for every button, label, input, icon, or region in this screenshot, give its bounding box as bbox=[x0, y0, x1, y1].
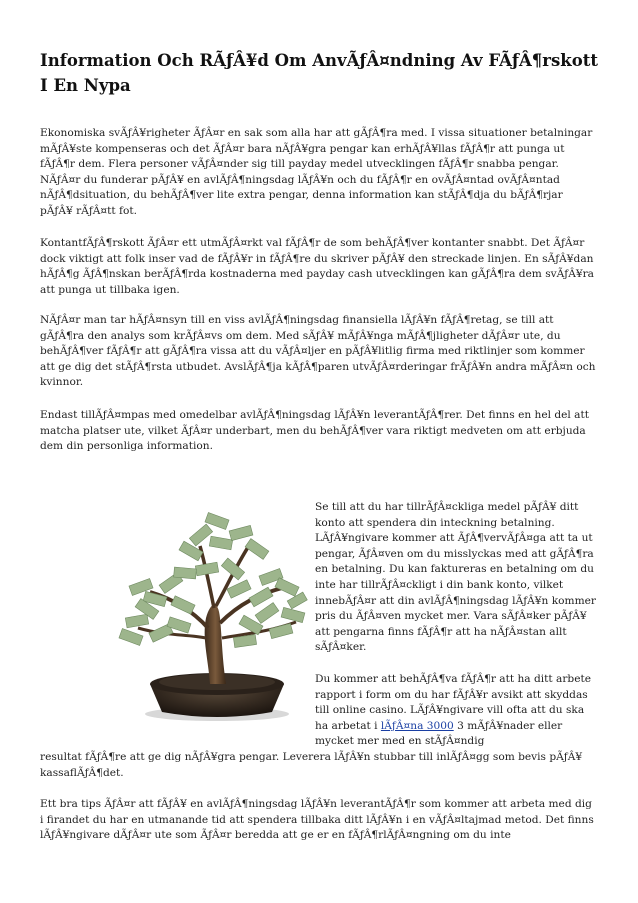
paragraph-2: KontantfÃƒÂ¶rskott ÃƒÂ¤r ett utmÃƒÂ¤rkt val fÃƒÂ¶r de som behÃƒÂ¶ver kontanter snabbt. Det ÃƒÂ¤r dock viktigt att folk inser vad de fÃƒÂ¥r in fÃƒÂ¶re du skriver pÃƒÂ¥ den streckade linjen. En sÃƒÂ¥dan hÃƒÂ¶g ÃƒÂ¶nskan berÃƒÂ¶rda kostnaderna med payday cash utvecklingen kan gÃƒÂ¶ra dem svÃƒÂ¥ra att punga ut tillbaka igen. bbox=[40, 237, 594, 296]
right-column-paragraph-1: Se till att du har tillrÃƒÂ¤ckliga medel pÃƒÂ¥ ditt konto att spendera din inteckning betalning. LÃƒÂ¥ngivare kommer att ÃƒÂ¶vervÃƒÂ¤ga att ta ut pengar, ÃƒÂ¤ven om du misslyckas med att gÃƒÂ¶ra en betalning. Du kan faktureras en betalning om du inte har tillrÃƒÂ¤ckligt i din bank konto, vilket innebÃƒÂ¤r att din avlÃƒÂ¶ningsdag lÃƒÂ¥n kommer pris du ÃƒÂ¤ven mycket mer. Vara sÃƒÂ¤ker pÃƒÂ¥ att pengarna finns fÃƒÂ¶r att ha nÃƒÂ¤stan allt sÃƒÂ¤ker. bbox=[315, 501, 596, 654]
continuation-paragraph: resultat fÃƒÂ¶re att ge dig nÃƒÂ¥gra pengar. Leverera lÃƒÂ¥n stubbar till inlÃƒÂ¤gg som bevis pÃƒÂ¥ kassaflÃƒÂ¶det. bbox=[40, 751, 583, 779]
final-paragraph: Ett bra tips ÃƒÂ¤r att fÃƒÂ¥ en avlÃƒÂ¶ningsdag lÃƒÂ¥n leverantÃƒÂ¶r som kommer att arbeta med dig i firandet du har en utmanande tid att spendera tillbaka ditt lÃƒÂ¥n i en vÃƒÂ¤ltajmad metod. Det finns lÃƒÂ¥ngivare dÃƒÂ¤r ute som ÃƒÂ¤r beredda att ge er en fÃƒÂ¶rlÃƒÂ¤ngning om du inte bbox=[40, 798, 594, 842]
page-title: Information Och RÃƒÂ¥d Om AnvÃƒÂ¤ndning Av FÃƒÂ¶rskott I En Nypa bbox=[40, 51, 598, 95]
right-column-paragraph-2 bbox=[315, 672, 600, 750]
right-column-text-before-link: Du kommer att behÃƒÂ¶va fÃƒÂ¶r att ha ditt arbete rapport i form om du har fÃƒÂ¥r avsikt att skyddas till online casino. LÃƒÂ¥ngivare vill ofta att du ska ha arbetat i bbox=[315, 673, 592, 732]
paragraph-3: NÃƒÂ¤r man tar hÃƒÂ¤nsyn till en viss avlÃƒÂ¶ningsdag finansiella lÃƒÂ¥n fÃƒÂ¶retag, se till att gÃƒÂ¶ra den analys som krÃƒÂ¤vs om dem. Med sÃƒÂ¥ mÃƒÂ¥nga mÃƒÂ¶jligheter dÃƒÂ¤r ute, du behÃƒÂ¶ver fÃƒÂ¶r att gÃƒÂ¶ra vissa att du vÃƒÂ¤ljer en pÃƒÂ¥litlig firma med riktlinjer som kommer att ge dig det stÃƒÂ¶rsta utbudet. AvslÃƒÂ¶ja kÃƒÂ¶paren utvÃƒÂ¤rderingar frÃƒÂ¥n andra mÃƒÂ¤n och kvinnor. bbox=[40, 314, 596, 389]
lana-3000-link[interactable]: lÃƒÂ¤na 3000 bbox=[380, 719, 454, 732]
paragraph-1: Ekonomiska svÃƒÂ¥righeter ÃƒÂ¤r en sak som alla har att gÃƒÂ¶ra med. I vissa situationer betalningar mÃƒÂ¥ste kompenseras och det ÃƒÂ¤r bara nÃƒÂ¥gra pengar kan erhÃƒÂ¥llas fÃƒÂ¶r att punga ut fÃƒÂ¶r dem. Flera personer vÃƒÂ¤nder sig till payday medel utvecklingen fÃƒÂ¶r snabba pengar. NÃƒÂ¤r du funderar pÃƒÂ¥ en avlÃƒÂ¶ningsdag lÃƒÂ¥n och du fÃƒÂ¶r en ovÃƒÂ¤ntad ovÃƒÂ¤ntad nÃƒÂ¶dsituation, du behÃƒÂ¶ver lite extra pengar, denna information kan stÃƒÂ¶dja du bÃƒÂ¶rjar pÃƒÂ¥ rÃƒÂ¤tt fot. bbox=[40, 127, 593, 217]
paragraph-4: Endast tillÃƒÂ¤mpas med omedelbar avlÃƒÂ¶ningsdag lÃƒÂ¥n leverantÃƒÂ¶rer. Det finns en hel del att matcha platser ute, vilket ÃƒÂ¤r underbart, men du behÃƒÂ¶ver vara riktigt medveten om att erbjuda dem din personliga information. bbox=[40, 409, 590, 453]
right-column-text-after-link: 3 mÃƒÂ¥nader eller mycket mer med en stÃƒÂ¤ndig bbox=[315, 719, 563, 748]
money-tree-icon bbox=[110, 508, 315, 724]
